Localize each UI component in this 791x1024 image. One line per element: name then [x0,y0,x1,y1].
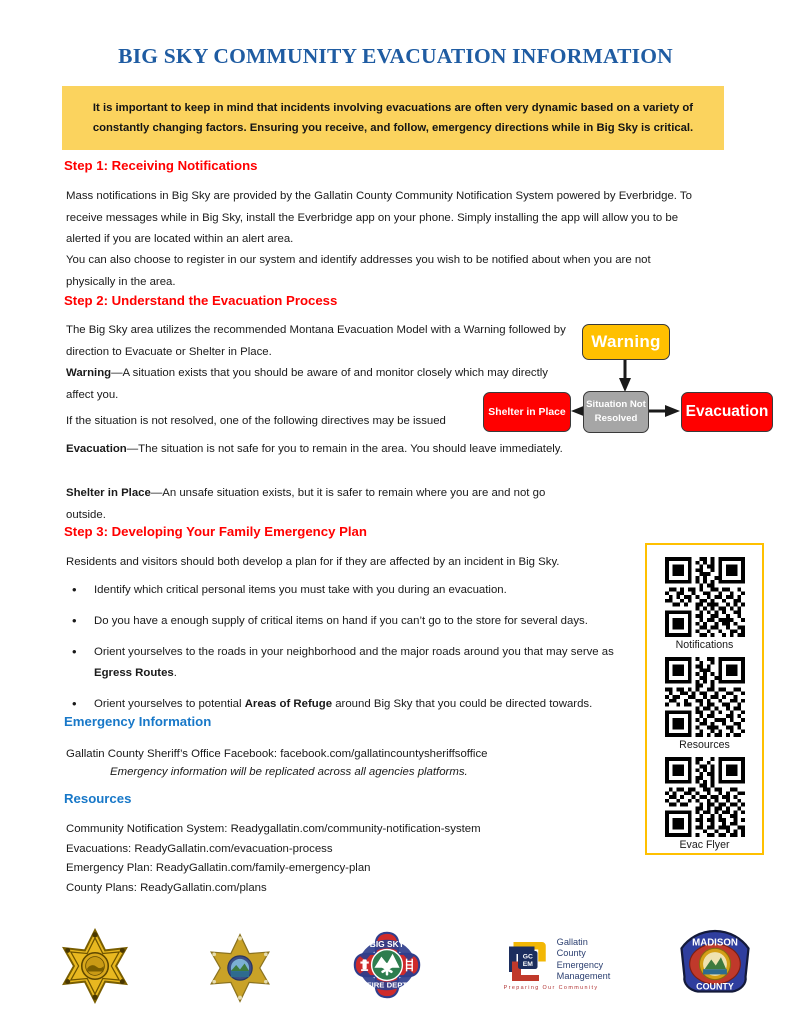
flowchart-warning-box [582,324,670,360]
step-1-paragraph-2: You can also choose to register in our system and identify addresses you wish to be notified about when you are not physically in the area. [66,254,651,288]
flowchart-situation-not-resolved-box [583,391,649,433]
resource-item[interactable]: Community Notification System: Readygallatin.com/community-notification-system [66,823,481,835]
step-2-paragraph-3: If the situation is not resolved, one of the following directives may be issued [66,415,446,427]
sheriff-madison-county-star-logo [200,928,280,1008]
bullet-text: Identify which critical personal items you must take with you during an evacuation. [94,584,507,596]
step-3-intro: Residents and visitors should both develop a plan for if they are affected by an incident in Big Sky. [66,556,560,568]
family-plan-bullet-list [66,580,632,725]
list-item [66,694,632,715]
warning-definition-text: —A situation exists that you should be aware of and monitor closely which may directly affect you. [66,367,548,401]
evacuation-process-flowchart [478,312,778,432]
flowchart-shelter-in-place-box [483,392,571,432]
flowchart-shelter-label: Shelter in Place [488,406,566,418]
resources-heading: Resources [64,791,132,806]
flowchart-evacuation-box [681,392,773,432]
qr-item-notifications[interactable] [665,557,745,657]
warning-term: Warning [66,367,112,379]
svg-text:EM: EM [522,960,533,968]
step-2-shelter-definition [66,483,586,526]
sheriff-star-icon [56,927,134,1005]
gcem-line-3: Emergency [556,959,604,970]
qr-caption: Notifications [675,639,734,651]
footer-agency-logos [0,922,791,1018]
step-3-heading: Step 3: Developing Your Family Emergency Plan [64,524,367,539]
qr-item-resources[interactable] [665,657,745,757]
fire-logo-bottom-text: FIRE DEPT [366,980,408,990]
emergency-info-facebook-line: Gallatin County Sheriff’s Office Facebook: facebook.com/gallatincountysheriffsoffice [66,748,488,760]
gcem-line-4: Management [556,970,611,981]
bullet-bold: Areas of Refuge [244,698,333,710]
page-title: BIG SKY COMMUNITY EVACUATION INFORMATION [118,44,673,68]
step-2-paragraph-1: The Big Sky area utilizes the recommended Montana Evacuation Model with a Warning followed by direction to Evacuate or Shelter in Place. [66,324,566,358]
madison-county-shield-logo [672,928,758,1000]
shelter-term: Shelter in Place [66,487,151,499]
list-item [66,642,632,684]
qr-code-icon[interactable] [665,757,745,837]
gcem-wordmark [557,937,611,982]
flowchart-unresolved-line-1: Situation Not [586,399,646,410]
svg-text:GC: GC [522,953,533,960]
evacuation-term: Evacuation [66,443,127,455]
gcem-line-1: Gallatin [556,937,588,948]
banner-line-2: constantly changing factors. Ensuring you receive, and follow, emergency directions while in Big Sky is critical. [92,122,694,134]
evacuation-definition-text: —The situation is not safe for you to remain in the area. You should leave immediately. [126,443,563,455]
flowchart-unresolved-line-2: Resolved [594,413,638,424]
sheriff-star-icon [202,930,278,1006]
madison-logo-bottom-text: COUNTY [696,981,734,992]
step-2-heading: Step 2: Understand the Evacuation Process [64,293,338,308]
resource-item[interactable]: Emergency Plan: ReadyGallatin.com/family-emergency-plan [66,862,371,874]
bullet-text: Orient yourselves to the roads in your neighborhood and the major roads around you that may serve as [94,646,614,658]
step-1-heading: Step 1: Receiving Notifications [64,158,258,173]
qr-code-icon[interactable] [665,657,745,737]
bullet-bold: Egress Routes [94,667,174,679]
list-item [66,611,632,632]
resource-item[interactable]: County Plans: ReadyGallatin.com/plans [66,881,267,894]
banner-line-1: It is important to keep in mind that incidents involving evacuations are often very dynamic based on a variety of [92,102,694,114]
shelter-definition-text: —An unsafe situation exists, but it is safer to remain where you are and not go outside. [66,487,546,521]
emergency-information-heading: Emergency Information [64,714,212,729]
qr-code-icon[interactable] [665,557,745,637]
qr-code-panel [645,543,764,855]
gallatin-county-emergency-management-logo [492,934,622,994]
step-1-paragraph-1: Mass notifications in Big Sky are provided by the Gallatin County Community Notification System powered by Everbridge. To receive messages while in Big Sky, install the Everbridge app on your phone. Simply installing the app will allow you to be alerted if you are located within an alert area. [66,190,692,245]
county-shield-icon [674,929,756,999]
step-2-evacuation-definition [66,439,571,461]
flowchart-evacuation-label: Evacuation [685,403,769,420]
fire-department-maltese-cross-icon [351,930,423,1000]
gcem-mark-icon [504,939,550,981]
important-notice-banner [62,86,724,150]
gcem-tagline: Preparing Our Community [503,984,599,991]
list-item [66,580,632,601]
bullet-text: Do you have a enough supply of critical items on hand if you can’t go to the store for several days. [94,615,588,627]
emergency-info-note [110,762,670,784]
bullet-tail: . [173,667,177,679]
big-sky-fire-dept-logo [348,928,426,1002]
gcem-line-2: County [556,948,586,959]
qr-caption: Resources [679,739,730,751]
qr-caption: Evac Flyer [679,839,730,851]
emergency-info-note-text: Emergency information will be replicated across all agencies platforms. [110,766,468,778]
resources-link-list [66,820,626,898]
madison-logo-top-text: MADISON [692,937,738,949]
flowchart-warning-label: Warning [591,332,661,351]
gallatin-county-sheriff-star-logo [55,926,135,1006]
fire-logo-top-text: BIG SKY [369,938,405,949]
bullet-tail: around Big Sky that you could be directed towards. [332,698,593,710]
resource-item[interactable]: Evacuations: ReadyGallatin.com/evacuation-process [66,842,333,855]
qr-item-evac-flyer[interactable] [665,757,745,857]
bullet-text: Orient yourselves to potential [94,698,245,710]
